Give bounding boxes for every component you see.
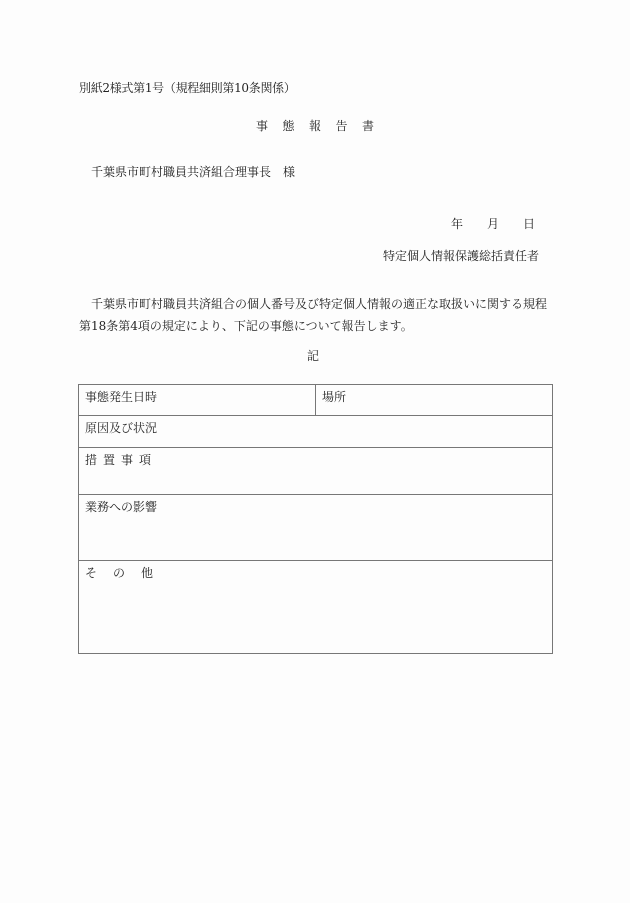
date-line [451, 218, 535, 230]
table-row [79, 495, 553, 561]
cause-label: 原因及び状況 [85, 421, 158, 435]
ki-heading: 記 [307, 349, 320, 363]
impact-cell[interactable] [79, 495, 553, 561]
day-label: 日 [522, 217, 535, 231]
body-paragraph [79, 293, 555, 337]
body-text: 千葉県市町村職員共済組合の個人番号及び特定個人情報の適正な取扱いに関する規程第18条第4項の規定により、下記の事態について報告します。 [79, 297, 548, 333]
title-char: 告 [335, 119, 348, 133]
addressee-name: 千葉県市町村職員共済組合理事長 [91, 165, 272, 179]
table-row [79, 561, 553, 654]
other-cell[interactable] [79, 561, 553, 654]
occurrence-datetime-cell[interactable] [79, 385, 316, 416]
occurrence-datetime-label: 事態発生日時 [85, 390, 158, 404]
month-label: 月 [486, 217, 499, 231]
table-row [79, 416, 553, 448]
measures-cell[interactable] [79, 448, 553, 495]
responsible-person: 特定個人情報保護総括責任者 [383, 249, 540, 263]
year-label: 年 [451, 217, 464, 231]
location-label: 場所 [322, 390, 347, 404]
title-char: 報 [308, 119, 321, 133]
other-label: その他 [85, 566, 170, 580]
cause-cell[interactable] [79, 416, 553, 448]
table-row [79, 385, 553, 416]
impact-label: 業務への影響 [85, 500, 158, 514]
title-char: 態 [282, 119, 295, 133]
title-char: 書 [361, 119, 374, 133]
measures-label: 措置事項 [85, 453, 158, 467]
addressee [91, 166, 295, 178]
form-reference: 別紙2様式第1号（規程細則第10条関係） [79, 81, 296, 95]
addressee-honorific: 様 [283, 165, 296, 179]
location-cell[interactable] [316, 385, 553, 416]
table-row [79, 448, 553, 495]
report-table [78, 384, 553, 654]
document-title [256, 120, 374, 132]
title-char: 事 [256, 119, 269, 133]
